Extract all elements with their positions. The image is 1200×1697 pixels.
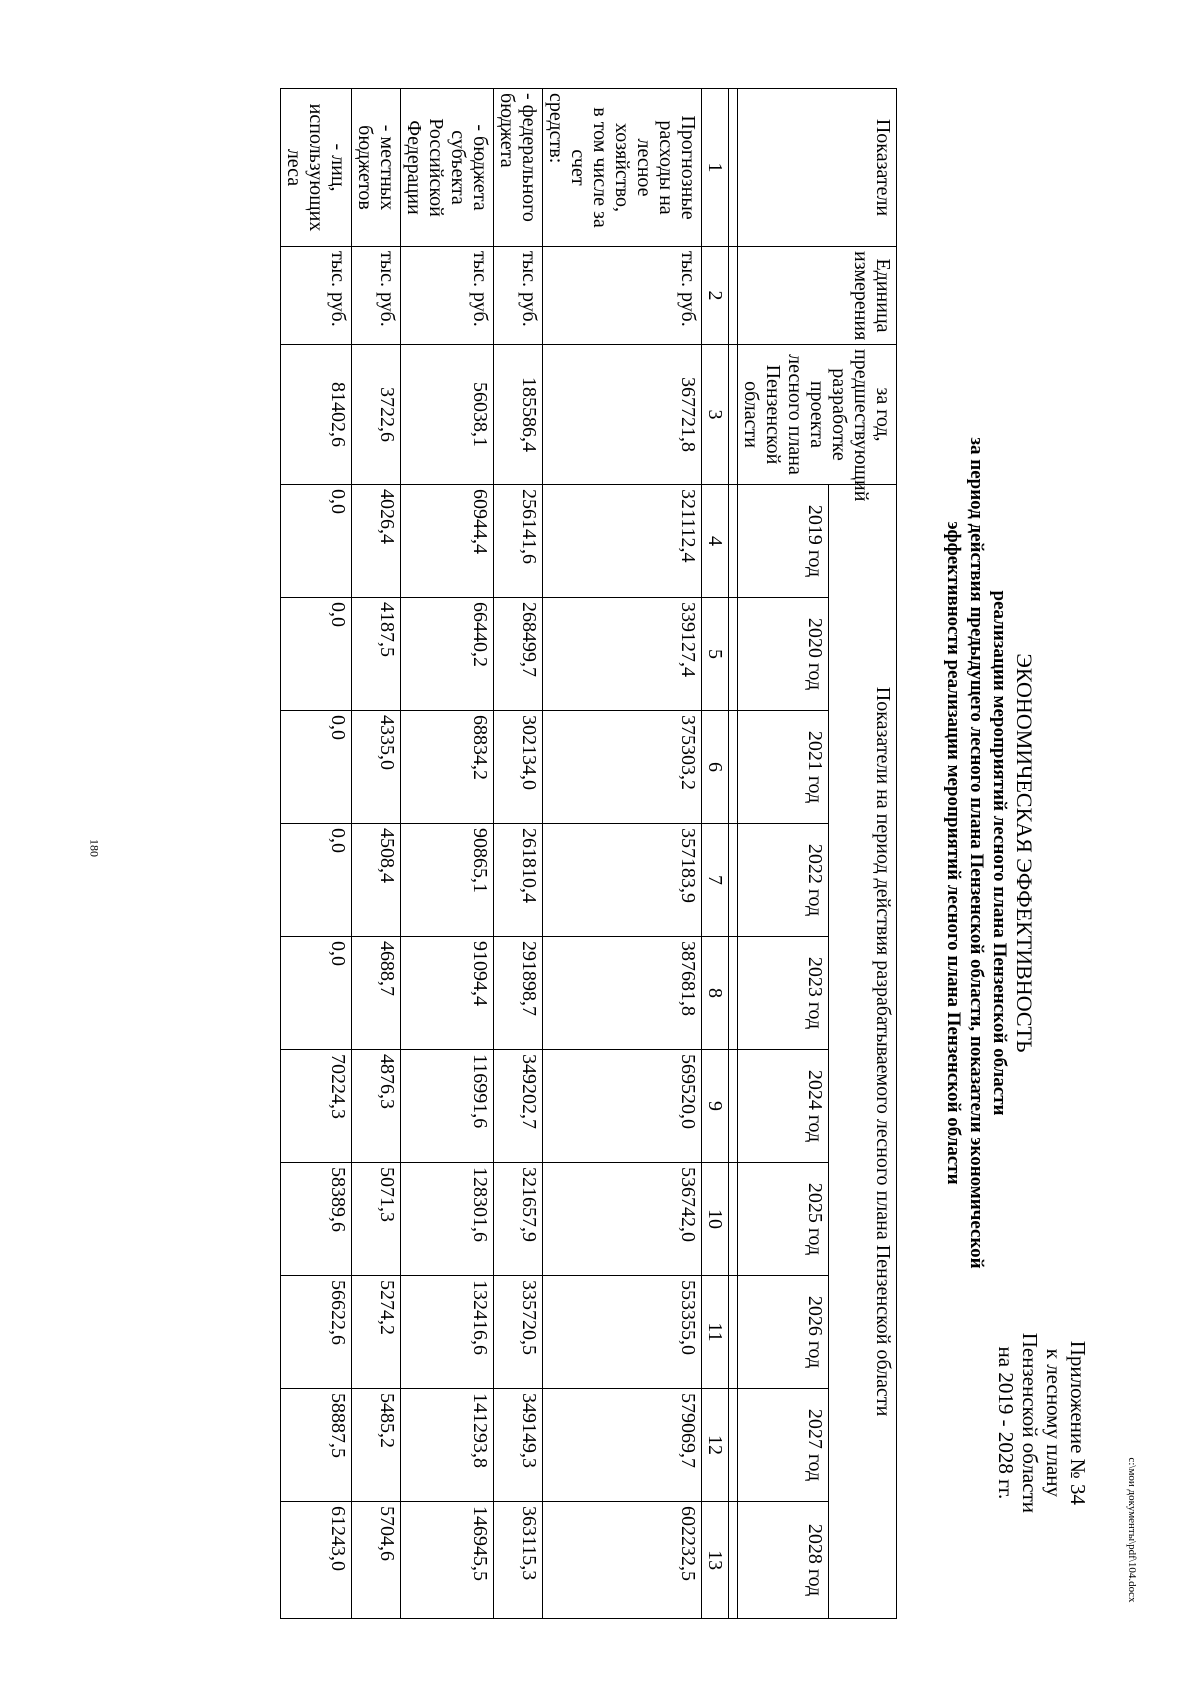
header-unit: Единица измерения — [738, 247, 897, 345]
header-year: 2024 год — [738, 1050, 829, 1163]
row-label-line: субъекта — [447, 130, 469, 205]
value-cell: 553355,0 — [543, 1276, 702, 1389]
prev-year-cell: 3722,6 — [352, 345, 401, 485]
column-number: 1 — [702, 89, 729, 247]
header-row-group — [829, 89, 897, 1619]
row-label-line: хозяйство, — [611, 123, 633, 212]
value-cell: 5274,2 — [352, 1276, 401, 1389]
document-title: ЭКОНОМИЧЕСКАЯ ЭФФЕКТИВНОСТЬ — [1012, 653, 1037, 1053]
value-cell: 60944,4 — [401, 485, 494, 598]
value-cell: 58887,5 — [281, 1389, 352, 1502]
column-number: 10 — [702, 1163, 729, 1276]
header-year: 2028 год — [738, 1502, 829, 1619]
row-label-line: средств: — [545, 93, 567, 164]
value-cell: 261810,4 — [494, 824, 543, 937]
row-label-line: бюджетов — [354, 125, 376, 210]
value-cell: 363115,3 — [494, 1502, 543, 1619]
document-subtitle-1: реализации мероприятий лесного плана Пензенской области — [989, 590, 1010, 1116]
value-cell: 357183,9 — [543, 824, 702, 937]
separator-row — [729, 89, 738, 1619]
footer-file-path: c:\мои документы\pdf\104.docx — [1126, 1457, 1138, 1603]
document-subtitle-3: эффективности реализации мероприятий лесного плана Пензенской области — [943, 521, 964, 1185]
row-label-line: Российской — [425, 118, 447, 217]
value-cell: 4335,0 — [352, 711, 401, 824]
row-label-line: использующих — [305, 103, 327, 232]
value-cell: 5704,6 — [352, 1502, 401, 1619]
value-cell: 291898,7 — [494, 937, 543, 1050]
row-label-line: Прогнозные — [677, 115, 699, 220]
header-year: 2026 год — [738, 1276, 829, 1389]
value-cell: 0,0 — [281, 598, 352, 711]
value-cell: 56622,6 — [281, 1276, 352, 1389]
header-year: 2025 год — [738, 1163, 829, 1276]
column-number: 13 — [702, 1502, 729, 1619]
column-number: 4 — [702, 485, 729, 598]
row-label-line: в том числе за счет — [567, 107, 611, 228]
value-cell: 4688,7 — [352, 937, 401, 1050]
row-label-line: - лиц, — [327, 143, 349, 192]
header-year: 2022 год — [738, 824, 829, 937]
header-year: 2021 год — [738, 711, 829, 824]
value-cell: 4026,4 — [352, 485, 401, 598]
unit-cell: тыс. руб. — [281, 247, 352, 345]
row-label-line: расходы на лесное — [633, 120, 677, 215]
prev-year-cell: 185586,4 — [494, 345, 543, 485]
value-cell: 0,0 — [281, 485, 352, 598]
appendix-line-3: Пензенской области — [1018, 1332, 1042, 1513]
value-cell: 349202,7 — [494, 1050, 543, 1163]
value-cell: 302134,0 — [494, 711, 543, 824]
column-number: 11 — [702, 1276, 729, 1389]
row-label — [401, 89, 494, 247]
value-cell: 321657,9 — [494, 1163, 543, 1276]
prev-year-cell: 56038,1 — [401, 345, 494, 485]
rotated-page-content — [283, 68, 1095, 1638]
unit-cell: тыс. руб. — [352, 247, 401, 345]
unit-cell: тыс. руб. — [401, 247, 494, 345]
value-cell: 91094,4 — [401, 937, 494, 1050]
value-cell: 256141,6 — [494, 485, 543, 598]
header-indicator: Показатели — [738, 89, 897, 247]
appendix-line-4: на 2019 - 2028 гг. — [994, 1346, 1018, 1500]
prev-year-cell: 367721,8 — [543, 345, 702, 485]
appendix-line-1: Приложение № 34 — [1066, 1340, 1090, 1505]
row-label-line: бюджета — [496, 93, 518, 168]
row-label — [281, 89, 352, 247]
row-label-line: - бюджета — [469, 124, 491, 211]
table-row — [401, 89, 494, 1619]
table-row — [281, 89, 352, 1619]
header-year: 2023 год — [738, 937, 829, 1050]
table-row — [543, 89, 702, 1619]
table-row — [494, 89, 543, 1619]
value-cell: 61243,0 — [281, 1502, 352, 1619]
row-label-line: - федерального — [518, 93, 540, 222]
row-label — [352, 89, 401, 247]
page-number: 180 — [87, 839, 102, 857]
document-subtitle-2: за период действия предыдущего лесного плана Пензенской области, показатели экономической — [966, 437, 987, 1269]
value-cell: 349149,3 — [494, 1389, 543, 1502]
value-cell: 5485,2 — [352, 1389, 401, 1502]
document-title-block — [942, 68, 1037, 1638]
row-label-line: Федерации — [403, 120, 425, 215]
value-cell: 0,0 — [281, 711, 352, 824]
row-label — [494, 89, 543, 247]
value-cell: 5071,3 — [352, 1163, 401, 1276]
value-cell: 58389,6 — [281, 1163, 352, 1276]
value-cell: 0,0 — [281, 937, 352, 1050]
economic-efficiency-table — [280, 88, 897, 1619]
value-cell: 70224,3 — [281, 1050, 352, 1163]
value-cell: 536742,0 — [543, 1163, 702, 1276]
value-cell: 66440,2 — [401, 598, 494, 711]
header-period-group: Показатели на период действия разрабатываемого лесного плана Пензенской области — [829, 485, 897, 1619]
value-cell: 339127,4 — [543, 598, 702, 711]
value-cell: 128301,6 — [401, 1163, 494, 1276]
header-year: 2020 год — [738, 598, 829, 711]
column-number: 12 — [702, 1389, 729, 1502]
prev-year-cell: 81402,6 — [281, 345, 352, 485]
value-cell: 146945,5 — [401, 1502, 494, 1619]
value-cell: 579069,7 — [543, 1389, 702, 1502]
appendix-line-2: к лесному плану — [1042, 1348, 1066, 1498]
value-cell: 4187,5 — [352, 598, 401, 711]
column-number-row — [702, 89, 729, 1619]
value-cell: 132416,6 — [401, 1276, 494, 1389]
column-number: 7 — [702, 824, 729, 937]
value-cell: 375303,2 — [543, 711, 702, 824]
column-number: 9 — [702, 1050, 729, 1163]
column-number: 3 — [702, 345, 729, 485]
value-cell: 0,0 — [281, 824, 352, 937]
value-cell: 4508,4 — [352, 824, 401, 937]
row-label-line: леса — [283, 148, 305, 187]
table-row — [352, 89, 401, 1619]
header-year: 2027 год — [738, 1389, 829, 1502]
column-number: 5 — [702, 598, 729, 711]
row-label-line: - местных — [376, 124, 398, 211]
header-prev-year: за год, предшествующий разработке проекта лесного плана Пензенской области — [738, 345, 897, 485]
value-cell: 4876,3 — [352, 1050, 401, 1163]
value-cell: 321112,4 — [543, 485, 702, 598]
column-number: 2 — [702, 247, 729, 345]
value-cell: 268499,7 — [494, 598, 543, 711]
header-year: 2019 год — [738, 485, 829, 598]
value-cell: 387681,8 — [543, 937, 702, 1050]
unit-cell: тыс. руб. — [494, 247, 543, 345]
value-cell: 90865,1 — [401, 824, 494, 937]
value-cell: 602232,5 — [543, 1502, 702, 1619]
value-cell: 335720,5 — [494, 1276, 543, 1389]
unit-cell: тыс. руб. — [543, 247, 702, 345]
row-label — [543, 89, 702, 247]
value-cell: 68834,2 — [401, 711, 494, 824]
column-number: 8 — [702, 937, 729, 1050]
column-number: 6 — [702, 711, 729, 824]
value-cell: 116991,6 — [401, 1050, 494, 1163]
value-cell: 569520,0 — [543, 1050, 702, 1163]
value-cell: 141293,8 — [401, 1389, 494, 1502]
